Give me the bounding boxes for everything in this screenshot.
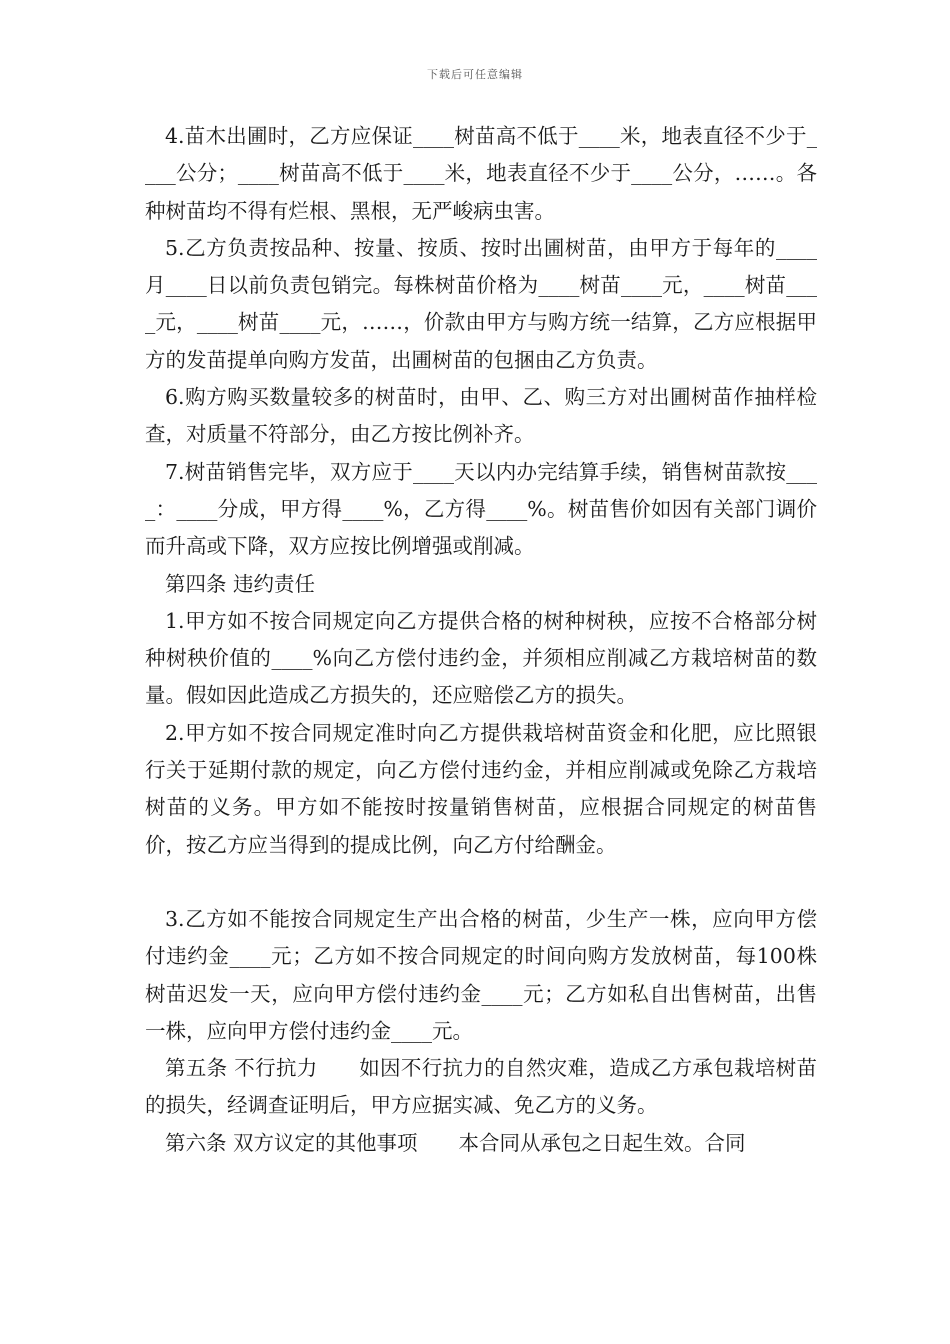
article-4-heading: 第四条 违约责任 — [165, 571, 316, 596]
article-4-item-2: 2.甲方如不按合同规定准时向乙方提供栽培树苗资金和化肥，应比照银行关于延期付款的规定，向乙方偿付违约金，并相应削减或免除乙方栽培树苗的义务。甲方如不能按时按量销售树苗，应根据合同规定的树苗售价，按乙方应当得到的提成比例，向乙方付给酬金。 — [145, 720, 817, 857]
article-4-item-1: 1.甲方如不按合同规定向乙方提供合格的树种树秧，应按不合格部分树种树秧价值的____%向乙方偿付违约金，并须相应削减乙方栽培树苗的数量。假如因此造成乙方损失的，还应赔偿乙方的损失。 — [145, 608, 817, 708]
article-5-paragraph: 第五条 不行抗力 如因不行抗力的自然灾难，造成乙方承包栽培树苗的损失，经调查证明后，甲方应据实减、免乙方的义务。 — [145, 1056, 817, 1118]
article-6-paragraph: 第六条 双方议定的其他事项 本合同从承包之日起生效。合同 — [165, 1130, 746, 1155]
blank-line — [145, 864, 817, 901]
document-body — [145, 118, 817, 1162]
clause-6-paragraph: 6.购方购买数量较多的树苗时，由甲、乙、购三方对出圃树苗作抽样检查，对质量不符部分，由乙方按比例补齐。 — [145, 385, 817, 447]
clause-7-paragraph: 7.树苗销售完毕，双方应于____天以内办完结算手续，销售树苗款按____：____分成，甲方得____%，乙方得____%。树苗售价如因有关部门调价而升高或下降，双方应按比例增强或削减。 — [145, 459, 817, 559]
article-4-item-3: 3.乙方如不能按合同规定生产出合格的树苗，少生产一株，应向甲方偿付违约金____元；乙方如不按合同规定的时间向购方发放树苗，每100株树苗迟发一天，应向甲方偿付违约金____元；乙方如私自出售树苗，出售一株，应向甲方偿付违约金____元。 — [145, 906, 817, 1043]
clause-5-paragraph: 5.乙方负责按品种、按量、按质、按时出圃树苗，由甲方于每年的____月____日以前负责包销完。每株树苗价格为____树苗____元，____树苗____元，____树苗____元，……，价款由甲方与购方统一结算，乙方应根据甲方的发苗提单向购方发苗，出圃树苗的包捆由乙方负责。 — [145, 235, 817, 372]
page-header: 下载后可任意编辑 — [427, 68, 523, 81]
clause-4-paragraph: 4.苗木出圃时，乙方应保证____树苗高不低于____米，地表直径不少于____公分；____树苗高不低于____米，地表直径不少于____公分，……。各种树苗均不得有烂根、黑根，无严峻病虫害。 — [145, 124, 817, 223]
